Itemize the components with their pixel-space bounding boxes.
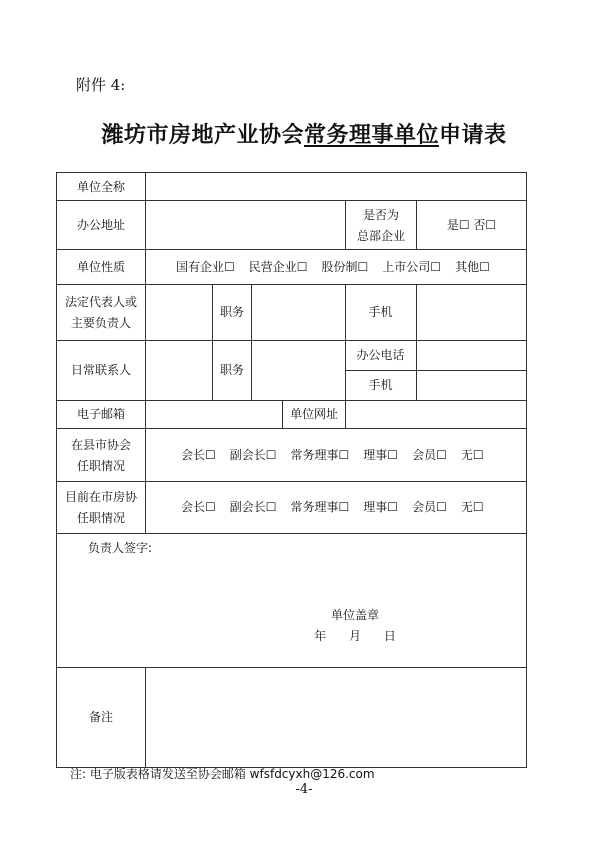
county-option-member[interactable]: 会员☐ <box>412 448 447 462</box>
office-phone-label: 办公电话 <box>356 348 405 362</box>
county-option-president[interactable]: 会长☐ <box>181 448 216 462</box>
legal-rep-label-line1: 法定代表人或 <box>64 295 137 309</box>
footer-note: 注: 电子版表格请发送至协会邮箱 wfsfdcyxh@126.com <box>70 767 375 781</box>
daily-contact-label: 日常联系人 <box>70 363 131 377</box>
city-option-member[interactable]: 会员☐ <box>412 500 447 514</box>
nature-options <box>176 260 504 275</box>
is-hq-label-line1: 是否为 <box>362 208 399 222</box>
date-line: 年 月 日 <box>314 629 396 643</box>
city-option-vice-president[interactable]: 副会长☐ <box>229 500 277 514</box>
hq-yes-no-checkboxes[interactable]: 是☐ 否☐ <box>446 218 497 232</box>
nature-option-state-owned[interactable]: 国有企业☐ <box>176 260 235 274</box>
nature-option-joint-stock[interactable]: 股份制☐ <box>321 260 369 274</box>
city-option-director[interactable]: 理事☐ <box>363 500 399 514</box>
nature-option-private[interactable]: 民营企业☐ <box>248 260 308 274</box>
title-part-2: 常务理事单位 <box>303 122 439 148</box>
county-option-director[interactable]: 理事☐ <box>363 448 399 462</box>
county-option-vice-president[interactable]: 副会长☐ <box>229 448 277 462</box>
nature-option-other[interactable]: 其他☐ <box>455 260 490 274</box>
page-number: -4- <box>295 782 313 797</box>
city-role-label-line2: 任职情况 <box>76 511 125 525</box>
is-hq-label-line2: 总部企业 <box>356 229 405 243</box>
title-part-3: 申请表 <box>439 122 507 148</box>
city-role-label-line1: 目前在市房协 <box>64 490 137 504</box>
title-part-1: 潍坊市房地产业协会 <box>101 122 304 148</box>
city-role-options <box>181 500 498 515</box>
legal-rep-mobile-label: 手机 <box>368 305 393 319</box>
city-option-president[interactable]: 会长☐ <box>181 500 216 514</box>
county-option-standing-director[interactable]: 常务理事☐ <box>290 448 350 462</box>
legal-rep-label-line2: 主要负责人 <box>70 316 131 330</box>
attachment-label: 附件 4: <box>76 76 126 94</box>
contact-position-label: 职务 <box>219 363 244 377</box>
signature-label: 负责人签字: <box>88 541 153 555</box>
city-option-standing-director[interactable]: 常务理事☐ <box>290 500 350 514</box>
county-role-label-line2: 任职情况 <box>76 459 125 473</box>
unit-name-label: 单位全称 <box>76 180 125 194</box>
county-option-none[interactable]: 无☐ <box>460 448 484 462</box>
contact-mobile-label: 手机 <box>368 378 393 392</box>
website-label: 单位网址 <box>289 407 338 421</box>
county-role-options <box>181 448 498 463</box>
city-option-none[interactable]: 无☐ <box>460 500 484 514</box>
legal-rep-position-label: 职务 <box>219 305 244 319</box>
county-role-label-line1: 在县市协会 <box>70 438 131 452</box>
remarks-label: 备注 <box>88 710 113 724</box>
nature-option-listed[interactable]: 上市公司☐ <box>382 260 442 274</box>
unit-nature-label: 单位性质 <box>76 260 125 274</box>
unit-seal-label: 单位盖章 <box>330 608 379 622</box>
email-label: 电子邮箱 <box>76 407 125 421</box>
office-address-label: 办公地址 <box>76 218 125 232</box>
